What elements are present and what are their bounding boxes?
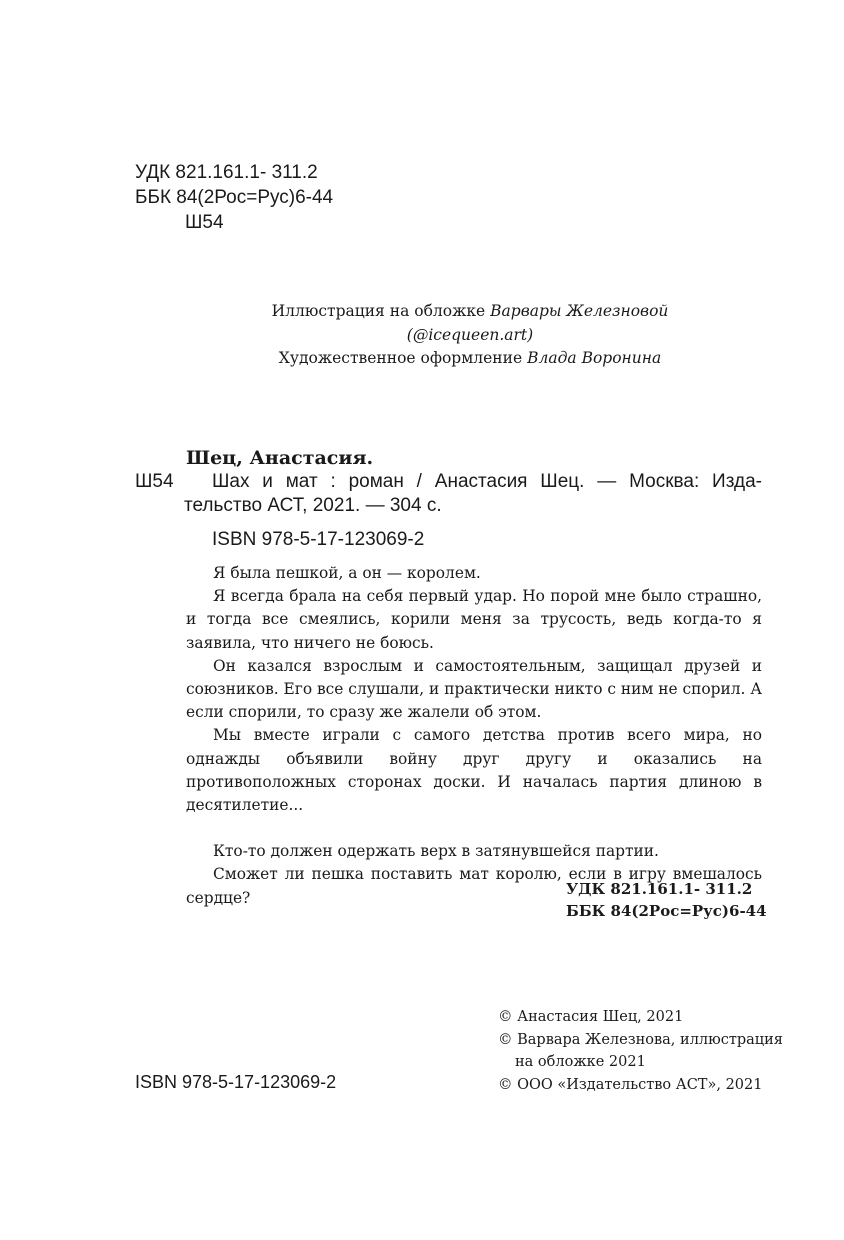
author-mark: Ш54 bbox=[185, 212, 224, 233]
annotation-paragraph: Мы вместе играли с самого детства против всего мира, но однажды объявили войну друг другу и оказались на противоположных сторонах доски. И началась партия длиною в десятилетие... bbox=[186, 726, 762, 815]
annotation bbox=[186, 562, 762, 910]
annotation-paragraph: Кто-то должен одержать верх в затянувшейся партии. bbox=[213, 842, 659, 861]
bibliography-isbn: ISBN 978-5-17-123069-2 bbox=[212, 529, 425, 550]
cover-illustration-credit bbox=[190, 300, 750, 324]
copyright-author: © Анастасия Шец, 2021 bbox=[498, 1009, 684, 1025]
copyright-publisher: © ООО «Издательство АСТ», 2021 bbox=[498, 1076, 763, 1093]
annotation-paragraph: Я всегда брала на себя первый удар. Но порой мне было страшно, и тогда все смеялись, корили меня за трусость, ведь когда-то я заявила, что ничего не боюсь. bbox=[186, 587, 762, 652]
designer-name: Влада Воронина bbox=[527, 349, 662, 367]
classification-block bbox=[135, 160, 333, 235]
isbn-bottom: ISBN 978-5-17-123069-2 bbox=[135, 1072, 337, 1092]
cover-artist-handle: (@icequeen.art) bbox=[406, 325, 534, 344]
cover-artist: Варвары Железновой bbox=[490, 302, 669, 320]
design-label: Художественное оформление bbox=[278, 349, 523, 367]
annotation-spacer bbox=[186, 817, 762, 840]
classification-bottom bbox=[566, 878, 767, 922]
copyright-illustrator: © Варвара Железнова, иллюстрация bbox=[498, 1031, 783, 1048]
copyright-illustrator-cont: на обложке 2021 bbox=[515, 1054, 646, 1070]
annotation-paragraph: Он казался взрослым и самостоятельным, защищал друзей и союзников. Его все слушали, и практически никто с ним не спорил. А если спорили, то сразу же жалели об этом. bbox=[186, 656, 762, 722]
bbk-code-bottom: ББК 84(2Рос=Рус)6-44 bbox=[566, 902, 767, 920]
cover-label: Иллюстрация на обложке bbox=[271, 302, 486, 320]
bibliography-line-2: тельство АСТ, 2021. — 304 с. bbox=[184, 495, 442, 516]
udk-code: УДК 821.161.1- 311.2 bbox=[135, 162, 318, 183]
bibliography-line-1: Шах и мат : роман / Анастасия Шец. — Москва: Изда- bbox=[212, 471, 762, 492]
credits-block bbox=[190, 300, 750, 371]
design-credit bbox=[190, 347, 750, 371]
bbk-code: ББК 84(2Рос=Рус)6-44 bbox=[135, 187, 334, 208]
annotation-paragraph: Сможет ли пешка поставить мат королю, если в игру вмешалось сердце? bbox=[186, 865, 762, 907]
annotation-paragraph: Я была пешкой, а он — королем. bbox=[213, 564, 481, 582]
udk-code-bottom: УДК 821.161.1- 311.2 bbox=[566, 880, 753, 898]
bibliography-author: Шец, Анастасия. bbox=[186, 447, 374, 469]
bibliography-code: Ш54 bbox=[135, 471, 174, 492]
bibliography-description bbox=[184, 470, 762, 518]
copyright-block bbox=[498, 1006, 783, 1096]
